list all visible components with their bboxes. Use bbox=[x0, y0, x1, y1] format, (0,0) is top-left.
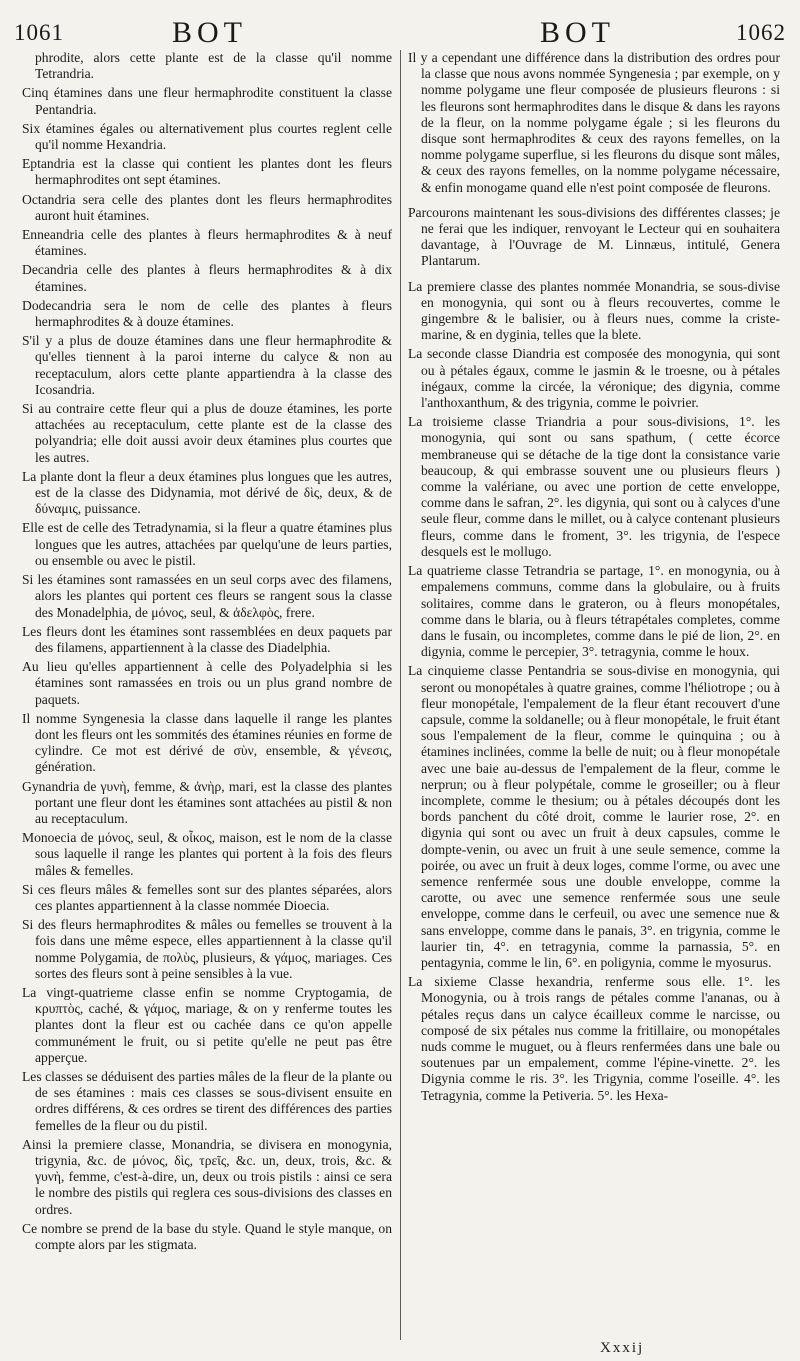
page-header bbox=[0, 14, 800, 50]
paragraph: La troisieme classe Triandria a pour sous-divisions, 1°. les monogynia, qui sont ou sans spathum, ( cette écorce membraneuse qui se détache de la tige dont la consistance varie beaucoup, & qui embrasse souvent une ou plusieurs fleurs ) comme la valériane, ou avec une portion de cette enveloppe, comme dans le safran, 2°. les digynia, qui sont ou à calyces d'une seule fleur, comme dans le millet, ou à calyce contenant plusieurs fleurs, comme dans le froment, 3°. les trigynia, de l'espece desquels est le mollugo. bbox=[408, 414, 780, 559]
signature-mark: Xxxij bbox=[600, 1340, 645, 1356]
paragraph: S'il y a plus de douze étamines dans une fleur hermaphrodite & qu'elles tiennent à la paroi interne du calyce & non au receptaculum, alors cette plante appartiendra à la classe des Icosandria. bbox=[22, 333, 392, 397]
paragraph: Parcourons maintenant les sous-divisions des différentes classes; je ne ferai que les indiquer, renvoyant le Lecteur qui en souhaitera davantage, à l'Ouvrage de M. Linnæus, intitulé, Genera Plantarum. bbox=[408, 204, 780, 269]
paragraph: Les fleurs dont les étamines sont rassemblées en deux paquets par des filamens, appartiennent à la classe des Diadelphia. bbox=[22, 623, 392, 655]
paragraph: Monoecia de μόνος, seul, & οἶκος, maison, est le nom de la classe sous laquelle il range les plantes qui portent à la fois des fleurs mâles & femelles. bbox=[22, 830, 392, 878]
paragraph: Au lieu qu'elles appartiennent à celle des Polyadelphia si les étamines sont ramassées en trois ou un plus grand nombre de paquets. bbox=[22, 659, 392, 707]
right-column bbox=[408, 50, 780, 1340]
paragraph: Il y a cependant une différence dans la distribution des ordres pour la classe que nous avons nommée Syngenesia ; par exemple, on y nomme polygame une fleur composée de plusieurs fleurons : si les fleurons sont hermaphrodites dans le disque & dans les rayons de la fleur, on la nomme polygame égale ; si les fleurons du disque sont hermaphrodites & ceux des rayons femelles, on la nomme polygame superflue, si les fleurons du disque sont mâles, & ceux des rayons femelles, on la nomme polygame nécessaire, & enfin monogame quand elle n'est point composée de fleurons. bbox=[408, 50, 780, 195]
paragraph: Octandria sera celle des plantes dont les fleurs hermaphrodites auront huit étamines. bbox=[22, 191, 392, 223]
paragraph: Si les étamines sont ramassées en un seul corps avec des filamens, alors les plantes qui portent ces fleurs se rangent sous la classe des Monadelphia, de μόνος, seul, & ἀδελφὸς, frere. bbox=[22, 572, 392, 620]
paragraph: phrodite, alors cette plante est de la classe qu'il nomme Tetrandria. bbox=[35, 50, 392, 82]
right-page-number: 1062 bbox=[736, 20, 786, 45]
paragraph: Gynandria de γυνὴ, femme, & ἀνὴρ, mari, est la classe des plantes portant une fleur dont les étamines sont attachées au pistil & non au receptaculum. bbox=[22, 778, 392, 826]
paragraph: Si au contraire cette fleur qui a plus de douze étamines, les porte attachées au receptaculum, cette plante est de la classe des polyandria; elle doit aussi avoir deux étamines plus courtes que les autres. bbox=[22, 401, 392, 465]
paragraph: Enneandria celle des plantes à fleurs hermaphrodites & à neuf étamines. bbox=[22, 227, 392, 259]
paragraph: Cinq étamines dans une fleur hermaphrodite constituent la classe Pentandria. bbox=[22, 85, 392, 117]
paragraph: Les classes se déduisent des parties mâles de la fleur de la plante ou de ses étamines : mais ces classes se sous-divisent ensuite en ordres différens, & ces ordres se tirent des différences des parties femelles de la fleur ou du pistil. bbox=[22, 1068, 392, 1133]
paragraph: La plante dont la fleur a deux étamines plus longues que les autres, est de la classe des Didynamia, mot dérivé de δὶς, deux, & de δύναμις, puissance. bbox=[22, 468, 392, 517]
paragraph: Ainsi la premiere classe, Monandria, se divisera en monogynia, trigynia, &c. de μόνος, δὶς, τρεῖς, &c. un, deux, trois, &c. & γυνὴ, femme, c'est-à-dire, un, deux ou trois pistils : ainsi ce sera le nombre des pistils qui reglera ces sous-divisions des classes en ordres. bbox=[22, 1136, 392, 1217]
paragraph: Il nomme Syngenesia la classe dans laquelle il range les plantes dont les fleurs ont les sommités des étamines réunies en forme de cylindre. Ce mot est dérivé de σὺν, ensemble, & γένεσις, génération. bbox=[22, 710, 392, 775]
left-page-number: 1061 bbox=[14, 20, 64, 45]
right-running-head: BOT bbox=[540, 16, 615, 49]
paragraph: La seconde classe Diandria est composée des monogynia, qui sont ou à pétales égaux, comme le jasmin & le troesne, ou à pétales inégaux, comme la circée, la véronique; des digynia, comme l'anthoxanthum, & des trigynia, comme le poivrier. bbox=[408, 346, 780, 411]
paragraph: Si des fleurs hermaphrodites & mâles ou femelles se trouvent à la fois dans une même espece, elles appartiennent à la classe qu'il nomme Polygamia, de πολὺς, plusieurs, & γάμος, mariages. Ces sortes des fleurs sont à peine sensibles à la vue. bbox=[22, 917, 392, 981]
left-column bbox=[22, 50, 392, 1340]
paragraph: La cinquieme classe Pentandria se sous-divise en monogynia, qui seront ou monopétales à quatre graines, comme l'héliotrope ; ou à fleur monopétale, l'empalement de la fleur étant recouvert d'une capsule, comme la soldanelle; ou à fleur monopétale, le fruit étant sous l'empalement de la fleur, comme le quinquina ; ou à étamines inclinées, comme la belle de nuit; ou à fleur monopétale avec une baie au-dessus de l'empalement de la fleur, comme le nerprun; ou à fleur polypétale, comme le groseiller; ou à fleur incomplete, comme le thesium; ou à pétales découpés dont les bords panchent du côté droit, comme le laurier rose, 2°. en digynia qui sont ou avec un fruit à deux capsules, comme le dompte-venin, ou avec un fruit à une seule semence, comme la poirée, ou avec un fruit à deux loges, comme l'orme, ou avec une semence renfermée sous une double enveloppe, comme la carotte, ou avec une semence renfermée sous une seule enveloppe, comme dans le cerfeuil, ou avec une semence nue & sans enveloppe, comme dans le panais, 3°. en trigynia, comme le laurier tin, 4°. en tetragynia, comme la parnassia, 5°. en pentagynia, comme le lin, 6°. en poligynia, comme le myosurus. bbox=[408, 663, 780, 970]
paragraph: Decandria celle des plantes à fleurs hermaphrodites & à dix étamines. bbox=[22, 262, 392, 294]
paragraph: Si ces fleurs mâles & femelles sont sur des plantes séparées, alors ces plantes appartiennent à la classe nommée Dioecia. bbox=[22, 881, 392, 913]
paragraph: La sixieme Classe hexandria, renferme sous elle. 1°. les Monogynia, ou à trois rangs de pétales comme l'ananas, ou à pétales reçus dans un calyce écailleux comme le narcisse, ou composé de six pétales nus comme la fritillaire, ou monopétales nuds comme le muguet, ou à fleurs renfermées dans une bale ou soutenues par un empalement, comme l'épine-vinette. 2°. les Digynia comme le ris. 3°. les Trigynia, comme l'oseille. 4°. les Tetragynia, comme la Petiveria. 5°. les Hexa- bbox=[408, 974, 780, 1103]
paragraph: Dodecandria sera le nom de celle des plantes à fleurs hermaphrodites & à douze étamines. bbox=[22, 297, 392, 330]
paragraph: Eptandria est la classe qui contient les plantes dont les fleurs hermaphrodites ont sept étamines. bbox=[22, 156, 392, 188]
paragraph: La premiere classe des plantes nommée Monandria, se sous-divise en monogynia, qui sont ou à fleurs recouvertes, comme le gingembre & le balisier, ou à fleurs nues, comme la criste-marine, & en dyginia, telles que la blete. bbox=[408, 278, 780, 343]
left-running-head: BOT bbox=[172, 16, 247, 49]
column-divider bbox=[400, 50, 401, 1340]
paragraph: La vingt-quatrieme classe enfin se nomme Cryptogamia, de κρυπτὸς, caché, & γάμος, mariage, & on y renferme toutes les plantes dont la fleur est ou cachée dans ce qu'on appelle communément le fruit, ou si petite qu'elle ne peut pas être apperçue. bbox=[22, 984, 392, 1065]
paragraph: Ce nombre se prend de la base du style. Quand le style manque, on compte alors par les stigmata. bbox=[22, 1220, 392, 1253]
paragraph: Elle est de celle des Tetradynamia, si la fleur a quatre étamines plus longues que les autres, attachées par quelqu'une de leurs parties, ou ensemble ou avec le pistil. bbox=[22, 520, 392, 568]
paragraph: Six étamines égales ou alternativement plus courtes reglent celle qu'il nomme Hexandria. bbox=[22, 120, 392, 153]
paragraph: La quatrieme classe Tetrandria se partage, 1°. en monogynia, ou à empalemens communs, comme dans la globulaire, ou à fruits solitaires, comme dans le grateron, ou à fleurs monopétales, comme dans le blaria, ou à fleurs tétrapétales completes, comme dans le fusain, ou incompletes, comme dans le pié de lion, 2°. en digynia, comme le percepier, 3°. tetragynia, comme le houx. bbox=[408, 563, 780, 660]
